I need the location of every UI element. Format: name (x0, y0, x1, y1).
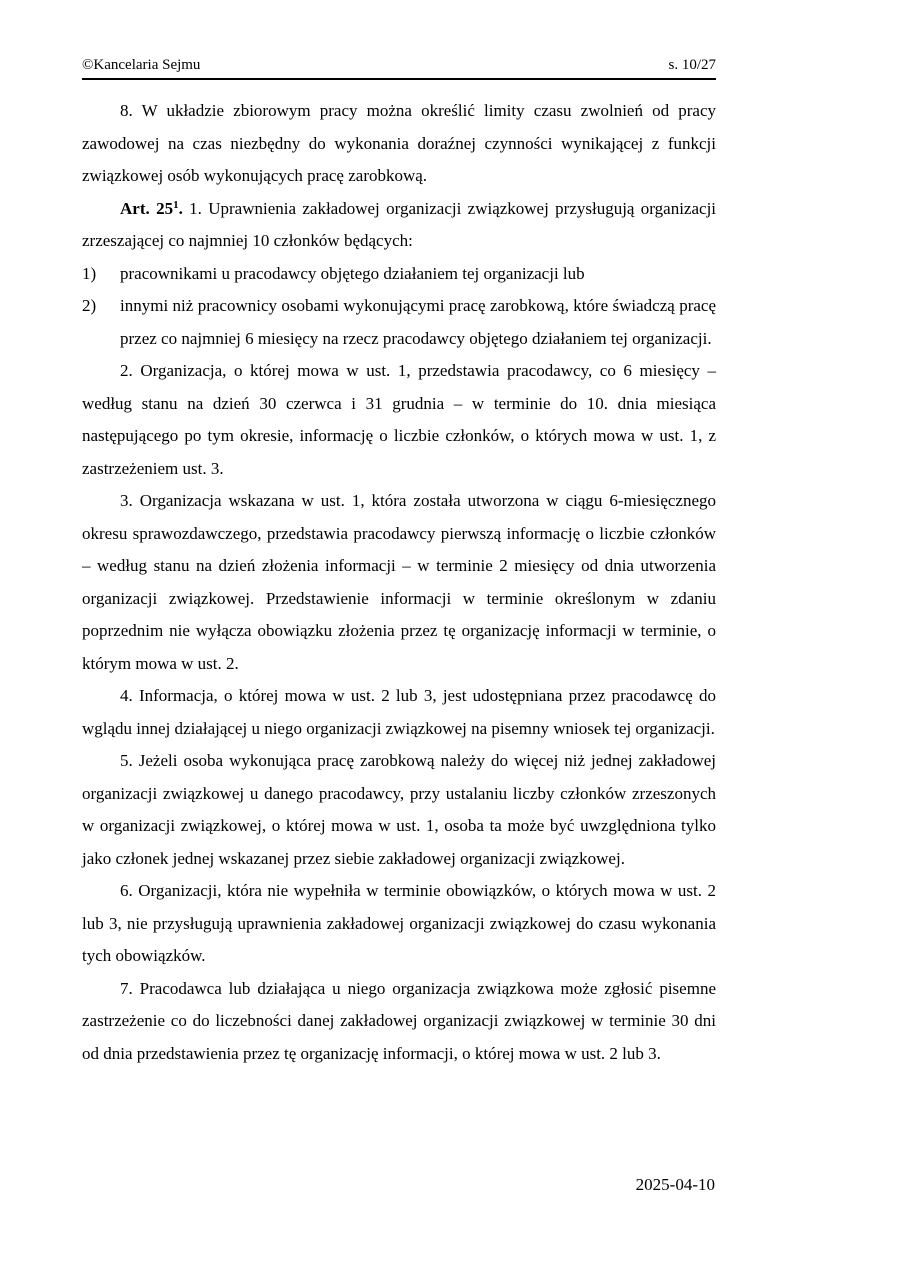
copyright-label: ©Kancelaria Sejmu (82, 57, 201, 73)
article-paragraph: Art. $25^1$. 1. Uprawnienia zakładowej organizacji związkowej przysługują organizacji zrzeszającej co najmniej 10 członków będących: (82, 198, 717, 250)
document-body (82, 95, 716, 1070)
list-marker: 2) (82, 296, 97, 315)
text-column (82, 56, 716, 1070)
paragraph: 5. Jeżeli osoba wykonująca pracę zarobkową należy do więcej niż jednej zakładowej organizacji związkowej u danego pracodawcy, przy ustalaniu liczby członków zrzeszonych w organizacji związkowej, o której mowa w ust. 1, osoba ta może być uwzględniona tylko jako członek jednej wskazanej przez siebie zakładowej organizacji związkowej. (82, 751, 716, 868)
list-item: 1) pracownikami u pracodawcy objętego działaniem tej organizacji lub (82, 258, 716, 291)
page-header (82, 56, 716, 80)
paragraph: 7. Pracodawca lub działająca u niego organizacja związkowa może zgłosić pisemne zastrzeżenie co do liczebności danej zakładowej organizacji związkowej w terminie 30 dni od dnia przedstawienia przez tę organizację informacji, o której mowa w ust. 2 lub 3. (82, 978, 716, 1063)
paragraph: 4. Informacja, o której mowa w ust. 2 lub 3, jest udostępniana przez pracodawcę do wglądu innej działającej u niego organizacji związkowej na pisemny wniosek tej organizacji. (82, 686, 716, 738)
list-item: 2) innymi niż pracownicy osobami wykonującymi pracę zarobkową, które świadczą pracę przez co najmniej 6 miesięcy na rzecz pracodawcy objętego działaniem tej organizacji. (82, 290, 716, 355)
paragraph: 8. W układzie zbiorowym pracy można określić limity czasu zwolnień od pracy zawodowej na czas niezbędny do wykonania doraźnej czynności wynikającej z funkcji związkowej osób wykonujących pracę zarobkową. (82, 101, 716, 185)
paragraph: 2. Organizacja, o której mowa w ust. 1, przedstawia pracodawcy, co 6 miesięcy – według stanu na dzień 30 czerwca i 31 grudnia – w terminie do 10. dnia miesiąca następującego po tym okresie, informację o liczbie członków, o których mowa w ust. 1, z zastrzeżeniem ust. 3. (82, 361, 716, 478)
article-number-superscript: 1 (173, 198, 179, 211)
list-marker: 1) (82, 263, 97, 283)
paragraph: 6. Organizacji, która nie wypełniła w terminie obowiązków, o których mowa w ust. 2 lub 3, nie przysługują uprawnienia zakładowej organizacji związkowej do czasu wykonania tych obowiązków. (82, 881, 716, 965)
article-number: Art. $25^1$. (120, 198, 183, 218)
paragraph: 3. Organizacja wskazana w ust. 1, która została utworzona w ciągu 6-miesięcznego okresu sprawozdawczego, przedstawia pracodawcy pierwszą informację o liczbie członków – według stanu na dzień złożenia informacji – w terminie 2 miesięcy od dnia utworzenia organizacji związkowej. Przedstawienie informacji w terminie określonym w zdaniu poprzednim nie wyłącza obowiązku złożenia przez tę organizację informacji w terminie, o którym mowa w ust. 2. (82, 491, 716, 673)
footer-date: 2025-04-10 (635, 1175, 715, 1194)
page-number: s. 10/27 (668, 57, 716, 73)
